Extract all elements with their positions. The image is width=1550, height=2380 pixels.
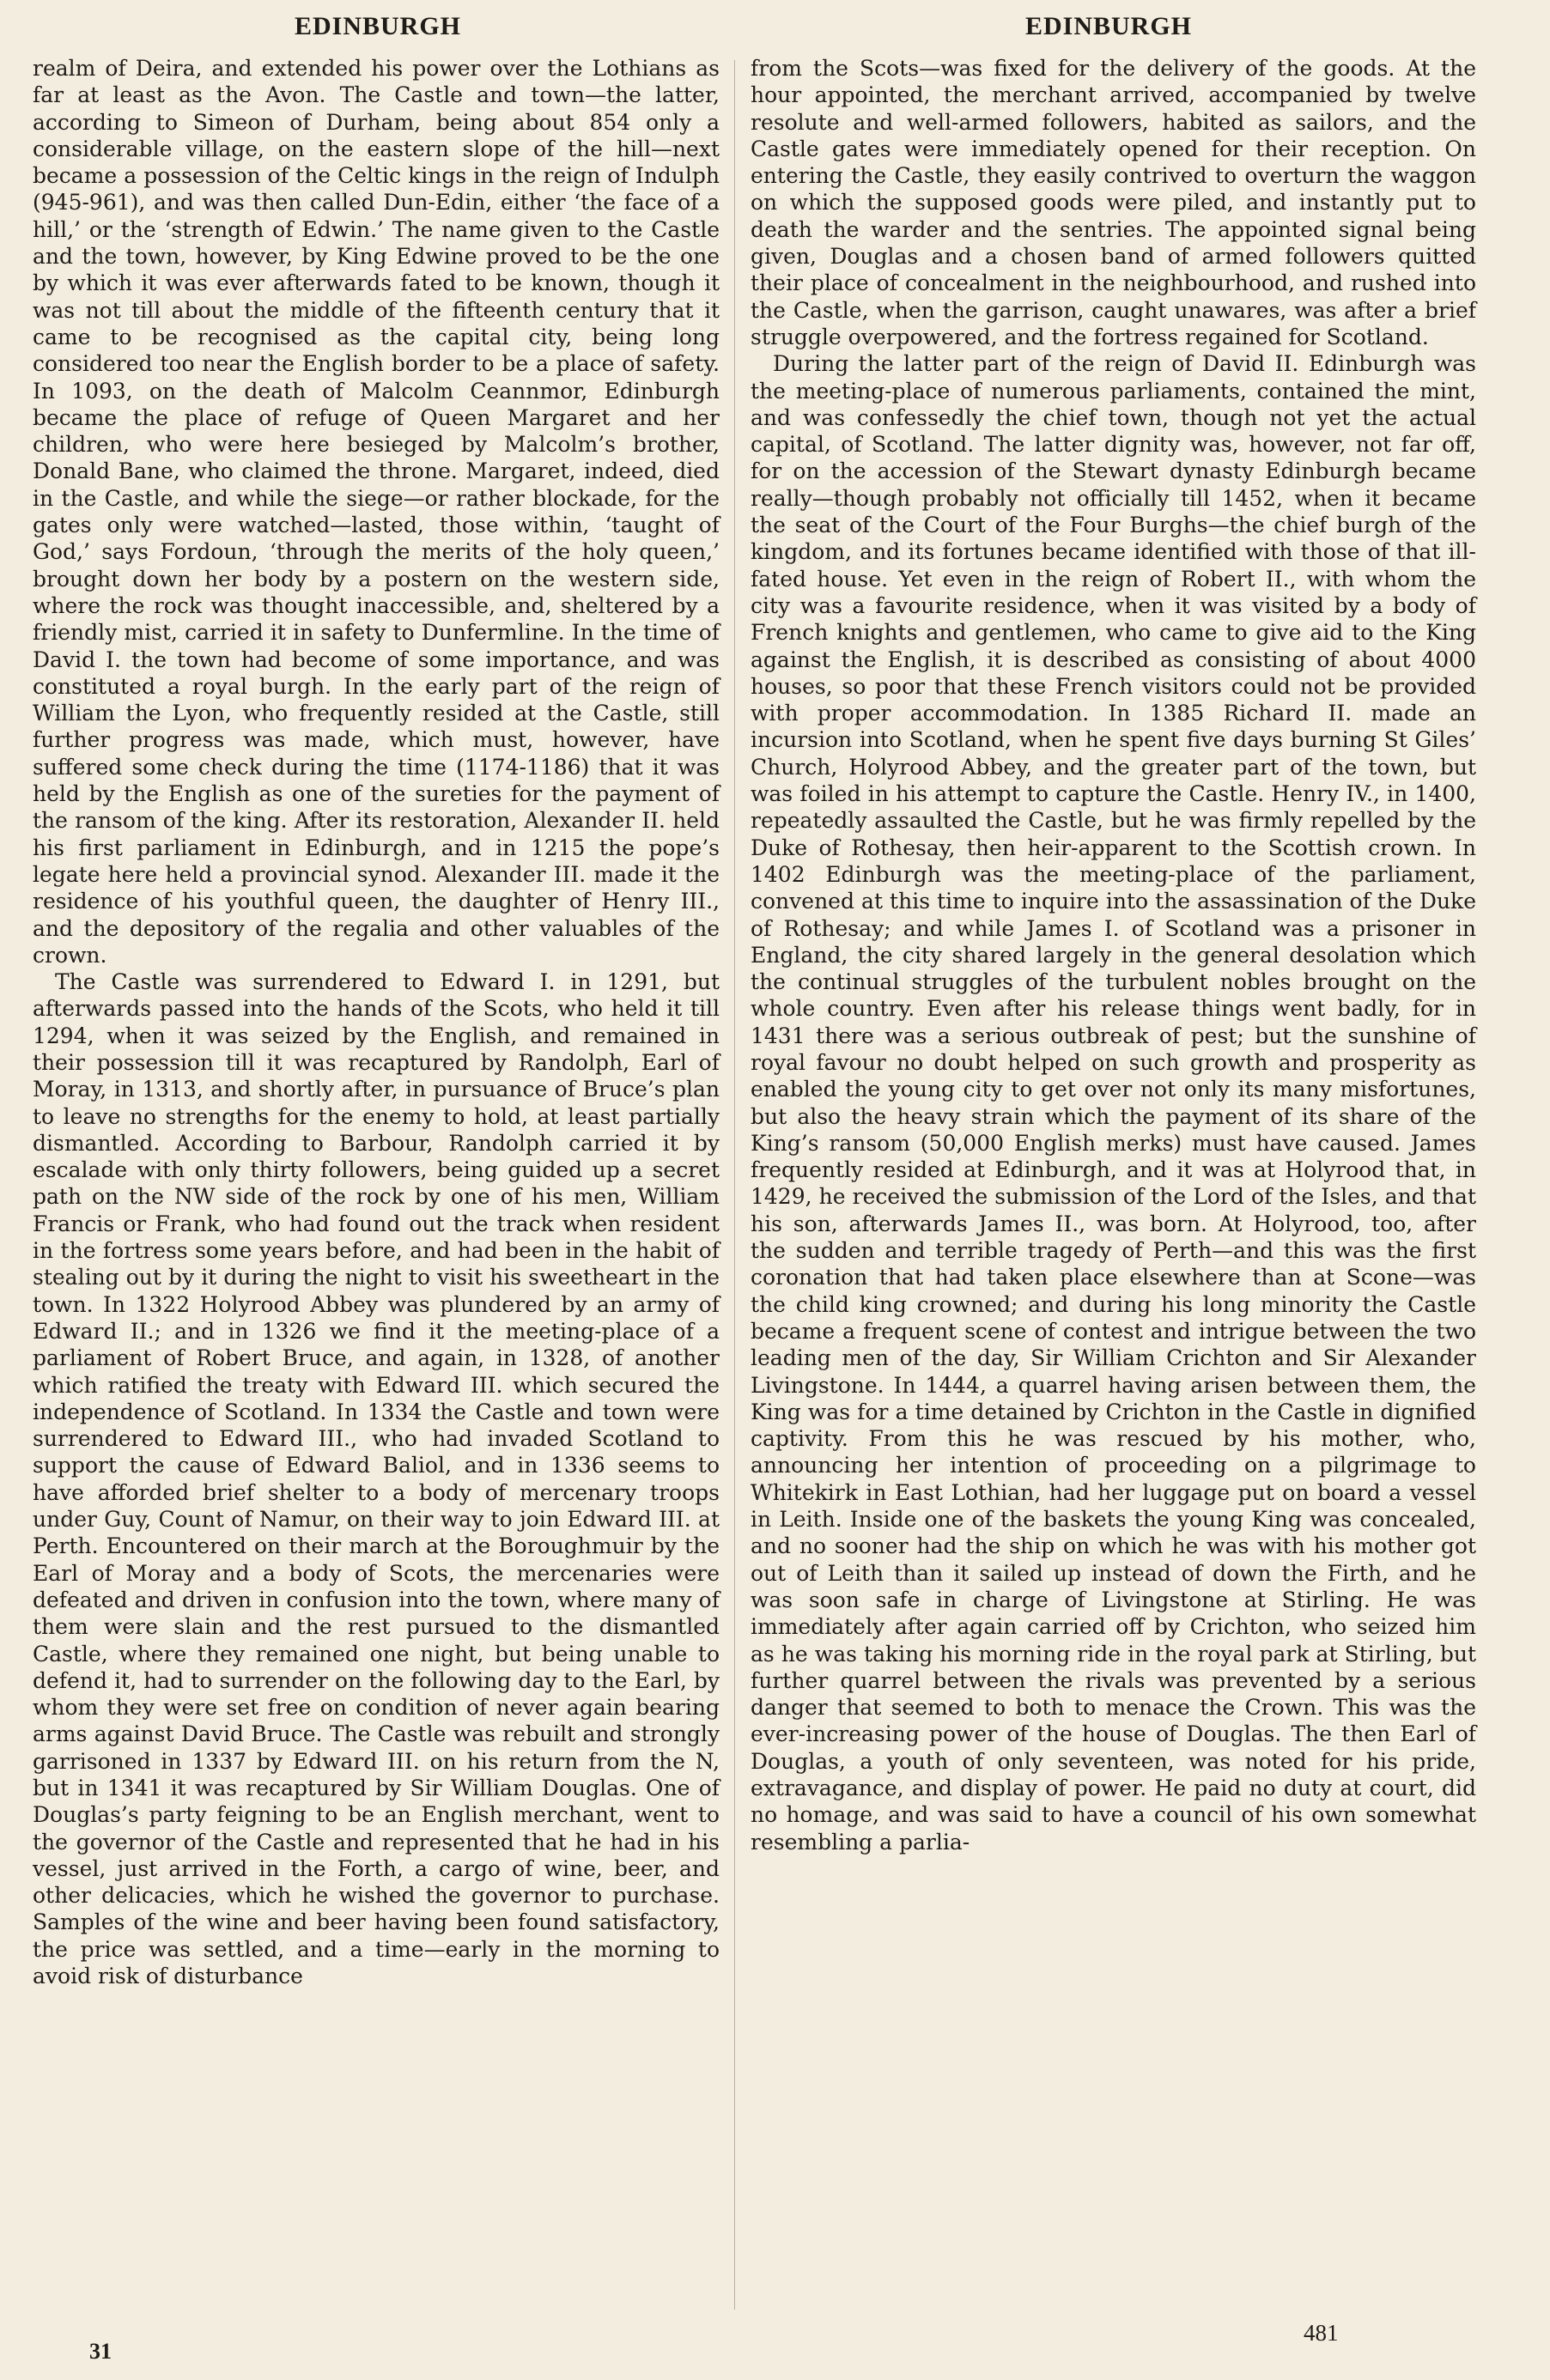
right-column [751, 55, 1476, 1855]
column-divider [734, 60, 735, 2310]
left-paragraph-2: The Castle was surrendered to Edward I. in 1291, but afterwards passed into the hands of the Scots, who held it till 1294, when it was seized by the English, and remained in their possession till it was recaptured by Randolph, Earl of Moray, in 1313, and shortly after, in pursuance of Bruce’s plan to leave no strengths for the enemy to hold, at least partially dismantled. According to Barbour, Randolph carried it by escalade with only thirty followers, being guided up a secret path on the NW side of the rock by one of his men, William Francis or Frank, who had found out the track when resident in the fortress some years before, and had been in the habit of stealing out by it during the night to visit his sweetheart in the town. In 1322 Holyrood Abbey was plundered by an army of Edward II.; and in 1326 we find it the meeting-place of a parliament of Robert Bruce, and again, in 1328, of another which ratified the treaty with Edward III. which secured the independence of Scotland. In 1334 the Castle and town were surrendered to Edward III., who had invaded Scotland to support the cause of Edward Baliol, and in 1336 seems to have afforded brief shelter to a body of mercenary troops under Guy, Count of Namur, on their way to join Edward III. at Perth. Encountered on their march at the Boroughmuir by the Earl of Moray and a body of Scots, the mercenaries were defeated and driven in confusion into the town, where many of them were slain and the rest pursued to the dismantled Castle, where they remained one night, but being unable to defend it, had to surrender on the following day to the Earl, by whom they were set free on condition of never again bearing arms against David Bruce. The Castle was rebuilt and strongly garrisoned in 1337 by Edward III. on his return from the N, but in 1341 it was recaptured by Sir William Douglas. One of Douglas’s party feigning to be an English merchant, went to the governor of the Castle and represented that he had in his vessel, just arrived in the Forth, a cargo of wine, beer, and other delicacies, which he wished the governor to purchase. Samples of the wine and beer having been found satisfactory, the price was settled, and a time—early in the morning to avoid risk of disturbance [33, 969, 720, 1989]
right-paragraph-2: During the latter part of the reign of David II. Edinburgh was the meeting-place of numerous parliaments, contained the mint, and was confessedly the chief town, though not yet the actual capital, of Scotland. The latter dignity was, however, not far off, for on the accession of the Stewart dynasty Edinburgh became really—though probably not officially till 1452, when it became the seat of the Court of the Four Burghs—the chief burgh of the kingdom, and its fortunes became identified with those of that ill-fated house. Yet even in the reign of Robert II., with whom the city was a favourite residence, when it was visited by a body of French knights and gentlemen, who came to give aid to the King against the English, it is described as consisting of about 4000 houses, so poor that these French visitors could not be provided with proper accommodation. In 1385 Richard II. made an incursion into Scotland, when he spent five days burning St Giles’ Church, Holyrood Abbey, and the greater part of the town, but was foiled in his attempt to capture the Castle. Henry IV., in 1400, repeatedly assaulted the Castle, but he was firmly repelled by the Duke of Rothesay, then heir-apparent to the Scottish crown. In 1402 Edinburgh was the meeting-place of the parliament, convened at this time to inquire into the assassination of the Duke of Rothesay; and while James I. of Scotland was a prisoner in England, the city shared largely in the general desolation which the continual struggles of the turbulent nobles brought on the whole country. Even after his release things went badly, for in 1431 there was a serious outbreak of pest; but the sunshine of royal favour no doubt helped on such growth and prosperity as enabled the young city to get over not only its many misfortunes, but also the heavy strain which the payment of its share of the King’s ransom (50,000 English merks) must have caused. James frequently resided at Edinburgh, and it was at Holyrood that, in 1429, he received the submission of the Lord of the Isles, and that his son, afterwards James II., was born. At Holyrood, too, after the sudden and terrible tragedy of Perth—and this was the first coronation that had taken place elsewhere than at Scone—was the child king crowned; and during his long minority the Castle became a frequent scene of contest and intrigue between the two leading men of the day, Sir William Crichton and Sir Alexander Livingstone. In 1444, a quarrel having arisen between them, the King was for a time detained by Crichton in the Castle in dignified captivity. From this he was rescued by his mother, who, announcing her intention of proceeding on a pilgrimage to Whitekirk in East Lothian, had her luggage put on board a vessel in Leith. Inside one of the baskets the young King was concealed, and no sooner had the ship on which he was with his mother got out of Leith than it sailed up instead of down the Firth, and he was soon safe in charge of Livingstone at Stirling. He was immediately after again carried off by Crichton, who seized him as he was taking his morning ride in the royal park at Stirling, but further quarrel between the rivals was prevented by a serious danger that seemed to both to menace the Crown. This was the ever-increasing power of the house of Douglas. The then Earl of Douglas, a youth of only seventeen, was noted for his pride, extravagance, and display of power. He paid no duty at court, did no homage, and was said to have a council of his own somewhat resembling a parlia- [751, 351, 1476, 1855]
running-head-left: EDINBURGH [294, 12, 462, 40]
left-column [33, 55, 720, 1989]
left-paragraph-1: realm of Deira, and extended his power over the Lothians as far at least as the Avon. The Castle and town—the latter, according to Simeon of Durham, being about 854 only a considerable village, on the eastern slope of the hill—next became a possession of the Celtic kings in the reign of Indulph (945-961), and was then called Dun-Edin, either ‘the face of a hill,’ or the ‘strength of Edwin.’ The name given to the Castle and the town, however, by King Edwine proved to be the one by which it was ever afterwards fated to be known, though it was not till about the middle of the fifteenth century that it came to be recognised as the capital city, being long considered too near the English border to be a place of safety. In 1093, on the death of Malcolm Ceannmor, Edinburgh became the place of refuge of Queen Margaret and her children, who were here besieged by Malcolm’s brother, Donald Bane, who claimed the throne. Margaret, indeed, died in the Castle, and while the siege—or rather blockade, for the gates only were watched—lasted, those within, ‘taught of God,’ says Fordoun, ‘through the merits of the holy queen,’ brought down her body by a postern on the western side, where the rock was thought inaccessible, and, sheltered by a friendly mist, carried it in safety to Dunfermline. In the time of David I. the town had become of some importance, and was constituted a royal burgh. In the early part of the reign of William the Lyon, who frequently resided at the Castle, still further progress was made, which must, however, have suffered some check during the time (1174-1186) that it was held by the English as one of the sureties for the payment of the ransom of the king. After its restoration, Alexander II. held his first parliament in Edinburgh, and in 1215 the pope’s legate here held a provincial synod. Alexander III. made it the residence of his youthful queen, the daughter of Henry III., and the depository of the regalia and other valuables of the crown. [33, 56, 720, 968]
signature-mark: 31 [89, 2339, 112, 2364]
running-head-right: EDINBURGH [1024, 12, 1193, 40]
right-paragraph-1: from the Scots—was fixed for the delivery of the goods. At the hour appointed, the merchant arrived, accompanied by twelve resolute and well-armed followers, habited as sailors, and the Castle gates were immediately opened for their reception. On entering the Castle, they easily contrived to overturn the waggon on which the supposed goods were piled, and instantly put to death the warder and the sentries. The appointed signal being given, Douglas and a chosen band of armed followers quitted their place of concealment in the neighbourhood, and rushed into the Castle, when the garrison, caught unawares, was after a brief struggle overpowered, and the fortress regained for Scotland. [751, 56, 1476, 349]
page-number: 481 [1304, 2320, 1339, 2346]
